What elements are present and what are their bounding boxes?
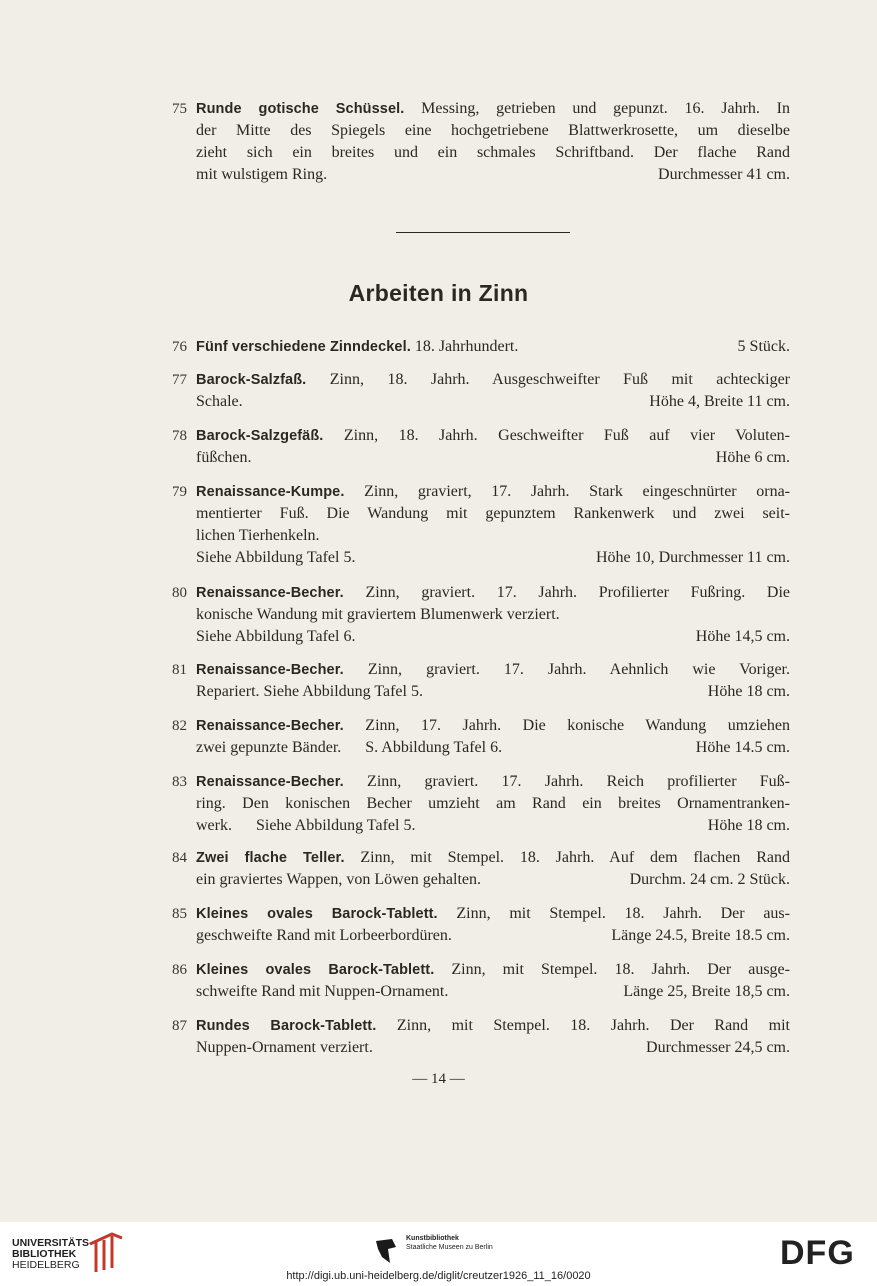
entry-line	[196, 120, 790, 142]
entry-text: Zinn, mit Stempel. 18. Jahrh. Der ausge-	[434, 961, 790, 978]
catalog-entry	[172, 425, 790, 469]
entry-text: mentierter Fuß. Die Wandung mit gepunztem Rankenwerk und zwei seit-	[196, 505, 790, 522]
entry-text: ein graviertes Wappen, von Löwen gehalten.	[196, 871, 481, 888]
entry-line-left	[196, 336, 518, 358]
entry-line	[196, 715, 790, 737]
entry-body	[196, 903, 790, 947]
entry-measure: 5 Stück.	[737, 338, 790, 355]
entry-measure: Durchmesser 41 cm.	[658, 166, 790, 183]
entry-line-left	[196, 164, 327, 186]
catalog-entry	[172, 659, 790, 703]
entry-number: 81	[172, 662, 187, 678]
dfg-logo[interactable]: DFG	[780, 1234, 855, 1272]
entry-line	[196, 425, 790, 447]
entry-line	[196, 1015, 790, 1037]
ub-heidelberg-logo-icon[interactable]	[86, 1232, 126, 1274]
catalog-entry	[172, 369, 790, 413]
entry-line-left	[196, 547, 355, 569]
entry-line	[196, 447, 790, 469]
entry-text: Messing, getrieben und gepunzt. 16. Jahrh. In	[404, 100, 790, 117]
entry-line	[196, 391, 790, 413]
catalog-entry	[172, 1015, 790, 1059]
entry-line-left	[196, 981, 448, 1003]
entry-line	[196, 142, 790, 164]
catalog-entry	[172, 847, 790, 891]
entry-line	[196, 503, 790, 525]
entry-text: Zinn, graviert, 17. Jahrh. Stark eingeschnürter orna-	[344, 483, 790, 500]
entry-line	[196, 98, 790, 120]
entry-body	[196, 959, 790, 1003]
ub-line-1: UNIVERSITÄTS-	[12, 1237, 93, 1249]
page-number: — 14 —	[412, 1071, 465, 1087]
entry-title: Zwei flache Teller.	[196, 850, 345, 866]
entry-measure: Höhe 4, Breite 11 cm.	[649, 393, 790, 410]
entry-text: Zinn, mit Stempel. 18. Jahrh. Der aus-	[437, 905, 790, 922]
entry-number: 79	[172, 484, 187, 500]
entry-line-left	[196, 1037, 373, 1059]
entry-line-left	[196, 869, 481, 891]
catalog-entry	[172, 98, 790, 186]
entry-number: 82	[172, 718, 187, 734]
entry-line-left	[196, 391, 243, 413]
entry-line	[196, 604, 790, 626]
entry-number: 78	[172, 428, 187, 444]
entry-line-left	[196, 737, 502, 759]
entry-measure: Höhe 10, Durchmesser 11 cm.	[595, 549, 790, 566]
entry-title: Renaissance-Kumpe.	[196, 484, 345, 500]
entry-line	[196, 525, 790, 547]
entry-number: 77	[172, 372, 187, 388]
entry-body	[196, 715, 790, 759]
catalog-entry	[172, 336, 790, 358]
footer-bar	[0, 1222, 877, 1286]
ub-line-2: BIBLIOTHEK	[12, 1248, 77, 1260]
entry-line	[196, 336, 790, 358]
section-divider	[396, 232, 570, 233]
entry-title: Kleines ovales Barock-Tablett.	[196, 962, 435, 978]
entry-title: Renaissance-Becher.	[196, 662, 344, 678]
entry-text: Nuppen-Ornament verziert.	[196, 1039, 373, 1056]
entry-text: Siehe Abbildung Tafel 5.	[196, 549, 356, 566]
entry-text: Zinn, 17. Jahrh. Die konische Wandung umziehen	[343, 717, 790, 734]
entry-text: 18. Jahrhundert.	[410, 338, 519, 355]
entry-body	[196, 336, 790, 358]
entry-title: Kleines ovales Barock-Tablett.	[196, 906, 438, 922]
catalog-entry	[172, 959, 790, 1003]
entry-measure: Höhe 14.5 cm.	[695, 739, 790, 756]
entry-measure: Höhe 6 cm.	[715, 449, 790, 466]
entry-title: Renaissance-Becher.	[196, 774, 344, 790]
entry-body	[196, 1015, 790, 1059]
entry-line	[196, 959, 790, 981]
entry-measure: Länge 24.5, Breite 18.5 cm.	[611, 927, 790, 944]
entry-line	[196, 681, 790, 703]
entry-text: Zinn, graviert. 17. Jahrh. Reich profilierter Fuß-	[343, 773, 790, 790]
entry-line	[196, 1037, 790, 1059]
entry-line	[196, 582, 790, 604]
entry-title: Renaissance-Becher.	[196, 585, 344, 601]
entry-number: 84	[172, 850, 187, 866]
entry-text: werk. Siehe Abbildung Tafel 5.	[196, 817, 416, 834]
entry-number: 87	[172, 1018, 187, 1034]
entry-line	[196, 815, 790, 837]
entry-number: 86	[172, 962, 187, 978]
entry-text: Siehe Abbildung Tafel 6.	[196, 628, 356, 645]
entry-line-left	[196, 925, 452, 947]
entry-title: Renaissance-Becher.	[196, 718, 344, 734]
entry-line	[196, 869, 790, 891]
section-heading: Arbeiten in Zinn	[348, 280, 529, 306]
catalog-entry	[172, 771, 790, 837]
entry-measure: Durchmesser 24,5 cm.	[646, 1039, 790, 1056]
entry-text: geschweifte Rand mit Lorbeerbordüren.	[196, 927, 452, 944]
entry-line-left	[196, 681, 423, 703]
entry-text: Schale.	[196, 393, 243, 410]
entry-line	[196, 981, 790, 1003]
entry-text: Zinn, graviert. 17. Jahrh. Aehnlich wie Voriger.	[343, 661, 790, 678]
entry-text: zwei gepunzte Bänder. S. Abbildung Tafel 6.	[196, 739, 503, 756]
entry-line	[196, 164, 790, 186]
entry-line-left	[196, 815, 415, 837]
entry-text: konische Wandung mit graviertem Blumenwerk verziert.	[196, 606, 560, 623]
entry-text: mit wulstigem Ring.	[196, 166, 328, 183]
entry-line	[196, 771, 790, 793]
entry-body	[196, 369, 790, 413]
entry-title: Runde gotische Schüssel.	[196, 101, 405, 117]
entry-text: schweifte Rand mit Nuppen-Ornament.	[196, 983, 449, 1000]
entry-text: Zinn, mit Stempel. 18. Jahrh. Auf dem flachen Rand	[344, 849, 791, 866]
entry-number: 80	[172, 585, 187, 601]
entry-measure: Höhe 14,5 cm.	[695, 628, 790, 645]
kb-line-2: Staatliche Museen zu Berlin	[406, 1244, 493, 1251]
entry-body	[196, 481, 790, 569]
kunstbibliothek-logo-icon[interactable]	[374, 1235, 400, 1265]
entry-number: 75	[172, 101, 187, 117]
entry-line	[196, 793, 790, 815]
entry-number: 83	[172, 774, 187, 790]
entry-text: Repariert. Siehe Abbildung Tafel 5.	[196, 683, 423, 700]
entry-line	[196, 737, 790, 759]
entry-text: füßchen.	[196, 449, 252, 466]
entry-body	[196, 425, 790, 469]
entry-title: Rundes Barock-Tablett.	[196, 1018, 377, 1034]
entry-body	[196, 582, 790, 648]
entry-line	[196, 369, 790, 391]
ub-line-3: HEIDELBERG	[12, 1259, 80, 1271]
entry-measure: Höhe 18 cm.	[707, 817, 790, 834]
entry-line	[196, 626, 790, 648]
entry-title: Barock-Salzgefäß.	[196, 428, 324, 444]
entry-line	[196, 925, 790, 947]
entry-number: 85	[172, 906, 187, 922]
entry-text: ring. Den konischen Becher umzieht am Rand ein breites Ornamentranken-	[196, 795, 790, 812]
entry-line-left	[196, 626, 355, 648]
entry-text: Zinn, 18. Jahrh. Geschweifter Fuß auf vier Voluten-	[323, 427, 790, 444]
catalog-entry	[172, 582, 790, 648]
source-url-link[interactable]: http://digi.ub.uni-heidelberg.de/diglit/creutzer1926_11_16/0020	[286, 1270, 591, 1282]
entry-text: der Mitte des Spiegels eine hochgetriebene Blattwerkrosette, um dieselbe	[196, 122, 790, 139]
catalog-entry	[172, 715, 790, 759]
entry-line	[196, 903, 790, 925]
entry-title: Barock-Salzfaß.	[196, 372, 307, 388]
entry-body	[196, 659, 790, 703]
entry-text: Zinn, graviert. 17. Jahrh. Profilierter Fußring. Die	[343, 584, 790, 601]
entry-measure: Höhe 18 cm.	[707, 683, 790, 700]
entry-line	[196, 847, 790, 869]
entry-text: zieht sich ein breites und ein schmales Schriftband. Der flache Rand	[196, 144, 790, 161]
kunstbibliothek-label	[406, 1234, 493, 1252]
entry-line-left	[196, 447, 252, 469]
entry-text: lichen Tierhenkeln.	[196, 527, 320, 544]
entry-body	[196, 847, 790, 891]
entry-measure: Durchm. 24 cm. 2 Stück.	[629, 871, 790, 888]
entry-title: Fünf verschiedene Zinndeckel.	[196, 339, 411, 355]
catalog-entry	[172, 903, 790, 947]
ub-heidelberg-label[interactable]	[12, 1238, 93, 1271]
entry-text: Zinn, 18. Jahrh. Ausgeschweifter Fuß mit achteckiger	[306, 371, 790, 388]
entry-text: Zinn, mit Stempel. 18. Jahrh. Der Rand mit	[376, 1017, 791, 1034]
entry-body	[196, 771, 790, 837]
entry-number: 76	[172, 339, 187, 355]
catalog-entry	[172, 481, 790, 569]
entry-line	[196, 659, 790, 681]
entry-measure: Länge 25, Breite 18,5 cm.	[623, 983, 790, 1000]
entry-body	[196, 98, 790, 186]
entry-line	[196, 481, 790, 503]
entry-line	[196, 547, 790, 569]
kb-line-1: Kunstbibliothek	[406, 1235, 459, 1242]
